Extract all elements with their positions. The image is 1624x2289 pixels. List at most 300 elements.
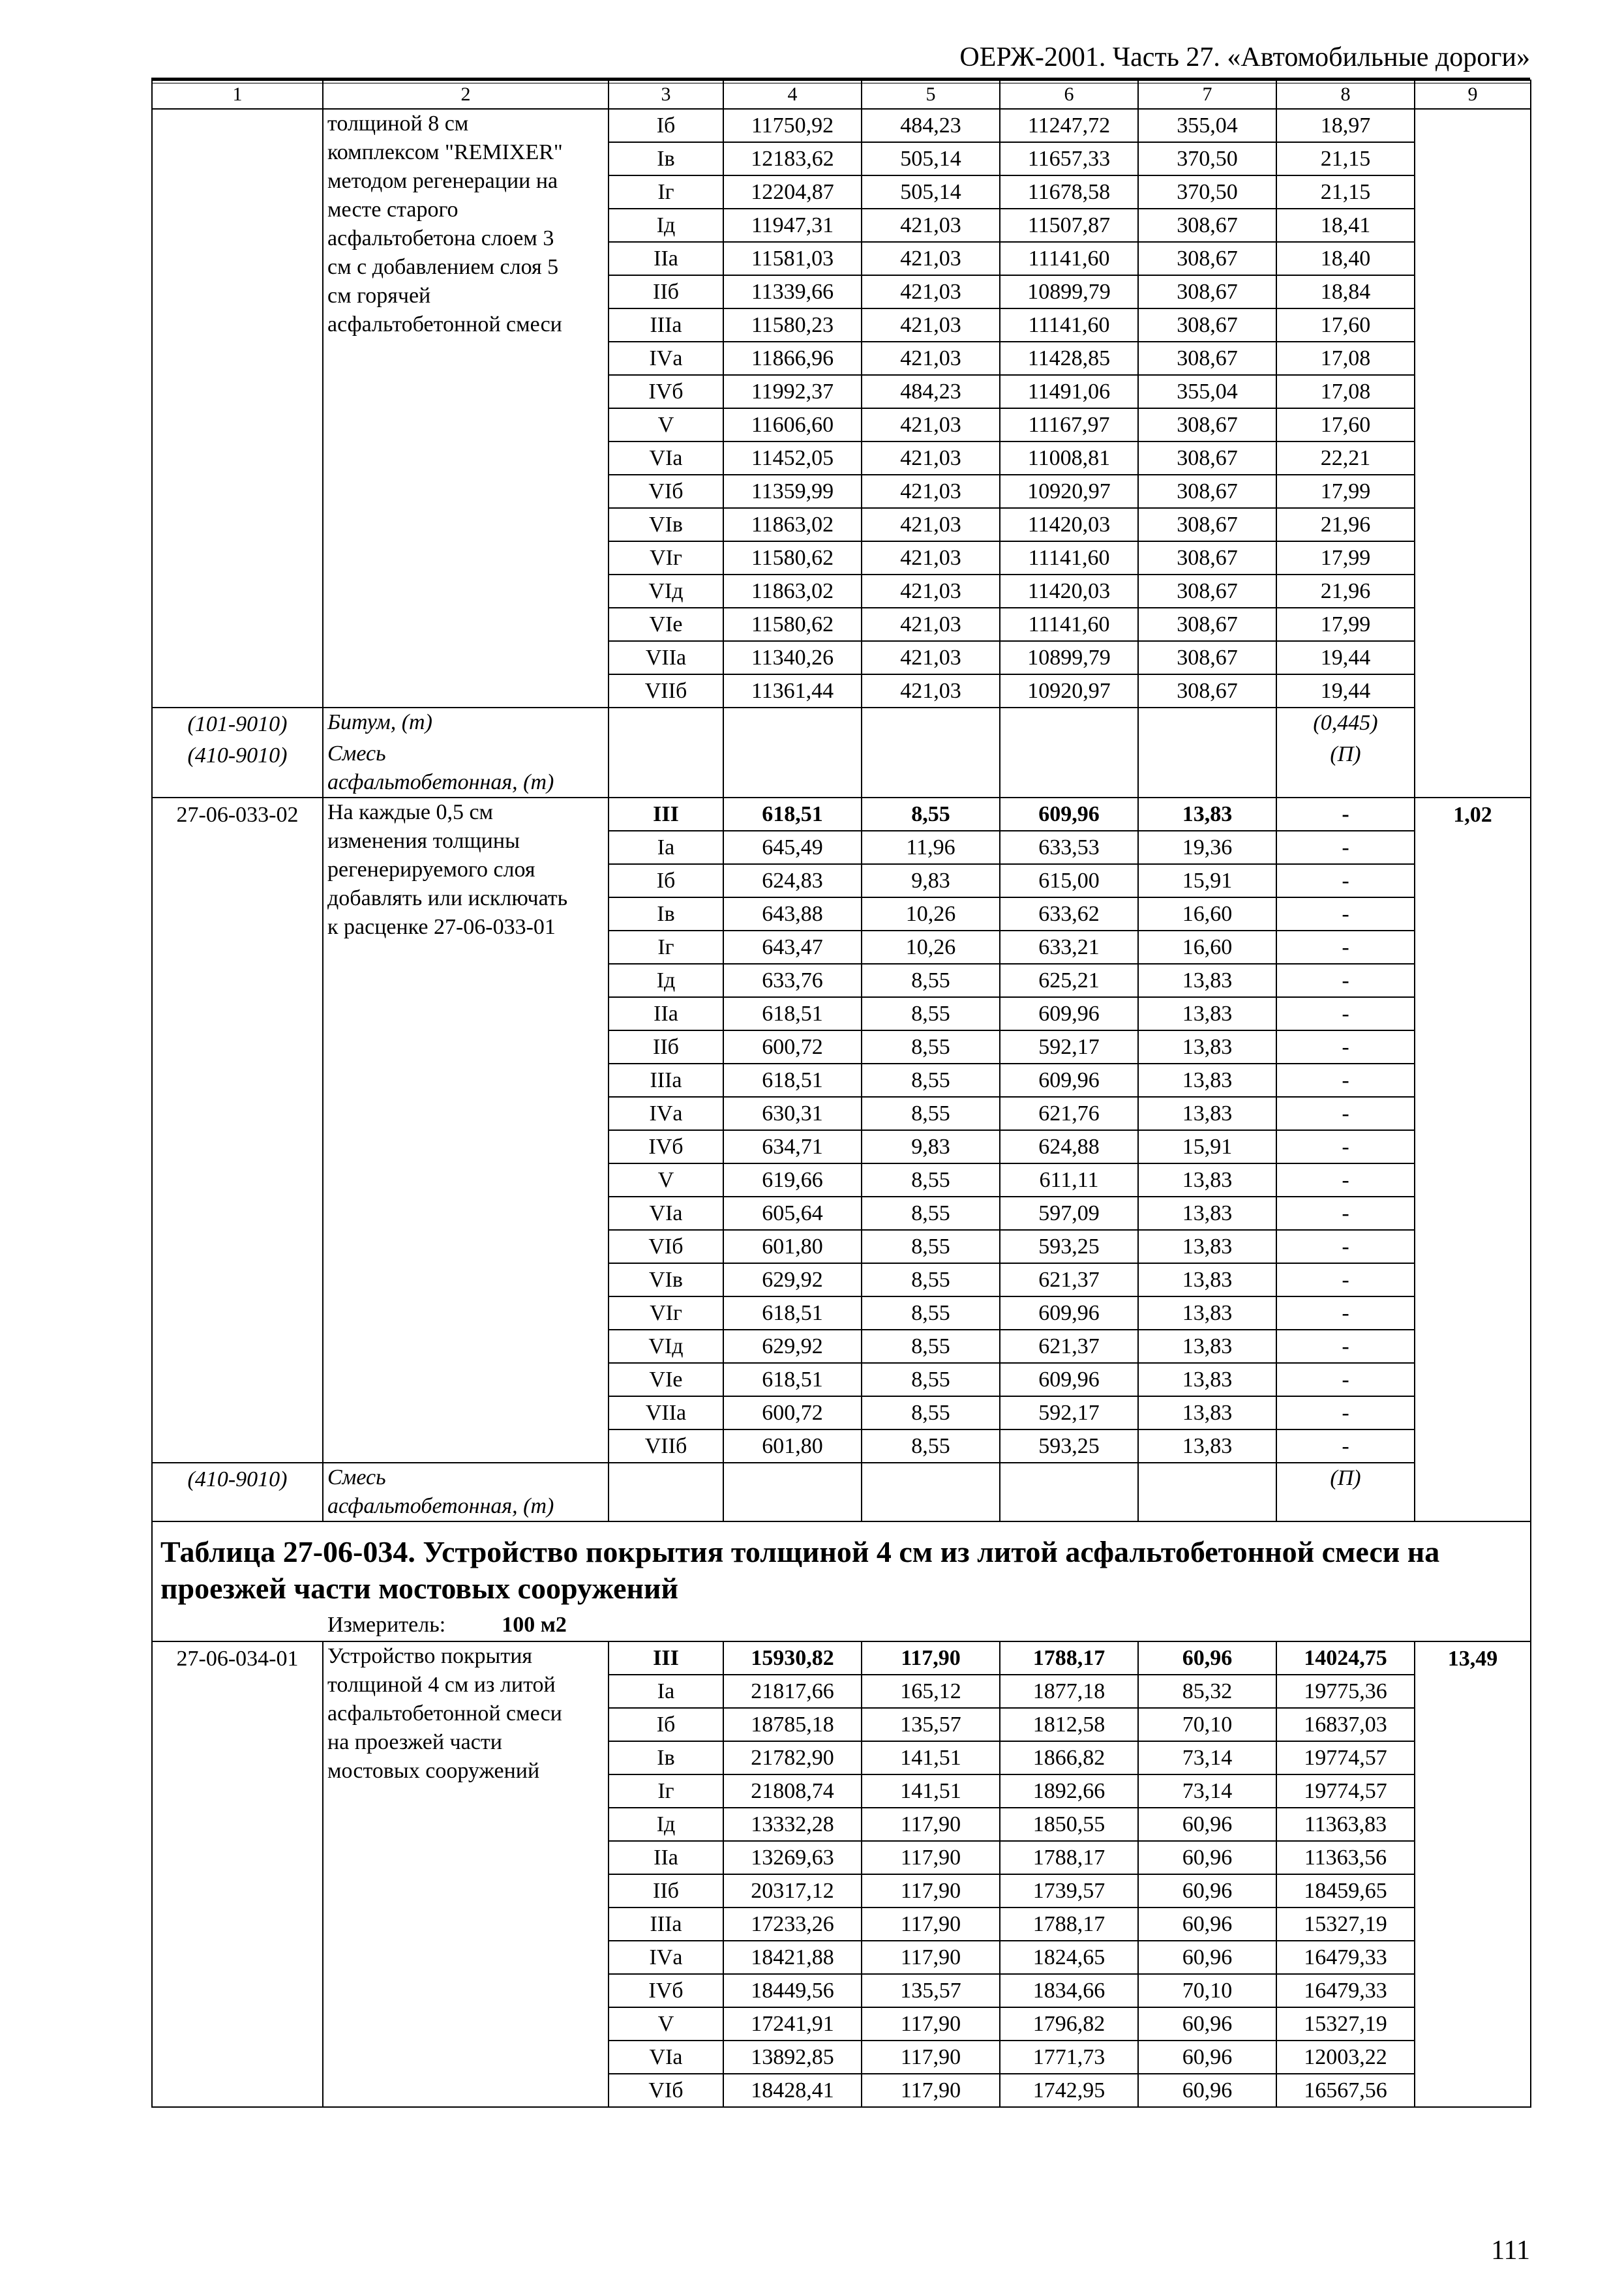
table-cell: 618,51 bbox=[723, 798, 862, 831]
table-cell: 421,03 bbox=[862, 641, 1000, 674]
table-cell: 10,26 bbox=[862, 897, 1000, 931]
table-cell: 70,10 bbox=[1138, 1708, 1276, 1741]
table-cell: VIа bbox=[609, 1197, 723, 1230]
rates-table bbox=[151, 80, 1531, 2108]
column-number: 4 bbox=[723, 80, 862, 109]
table-cell: 11420,03 bbox=[1000, 508, 1138, 541]
unit-label: Измеритель: bbox=[327, 1613, 446, 1637]
table-cell: 13269,63 bbox=[723, 1841, 862, 1874]
table-cell: VIIа bbox=[609, 641, 723, 674]
table-cell: 11580,23 bbox=[723, 308, 862, 342]
empty-cell bbox=[862, 708, 1000, 740]
table-cell: 11428,85 bbox=[1000, 342, 1138, 375]
table-cell: Iв bbox=[609, 142, 723, 175]
table-cell: 355,04 bbox=[1138, 375, 1276, 408]
table-cell: 13,83 bbox=[1138, 997, 1276, 1030]
table-cell: 60,96 bbox=[1138, 2041, 1276, 2074]
table-cell: 19,44 bbox=[1276, 641, 1415, 674]
table-cell: 11,96 bbox=[862, 831, 1000, 864]
table-cell: - bbox=[1276, 931, 1415, 964]
table-cell: 1824,65 bbox=[1000, 1941, 1138, 1974]
table-cell: 421,03 bbox=[862, 242, 1000, 275]
table-title-cell bbox=[152, 1521, 1531, 1641]
table-cell: 484,23 bbox=[862, 375, 1000, 408]
table-cell: 8,55 bbox=[862, 1030, 1000, 1064]
table-cell: 73,14 bbox=[1138, 1741, 1276, 1774]
column-number: 7 bbox=[1138, 80, 1276, 109]
table-cell: IIIа bbox=[609, 308, 723, 342]
table-cell: 8,55 bbox=[862, 1197, 1000, 1230]
table-cell: 18,40 bbox=[1276, 242, 1415, 275]
column-number: 5 bbox=[862, 80, 1000, 109]
table-cell: IIа bbox=[609, 997, 723, 1030]
table-cell: 17,99 bbox=[1276, 541, 1415, 575]
table-cell: 605,64 bbox=[723, 1197, 862, 1230]
table-cell: - bbox=[1276, 897, 1415, 931]
table-cell: 8,55 bbox=[862, 1163, 1000, 1197]
table-cell: 10920,97 bbox=[1000, 674, 1138, 708]
table-cell: 1742,95 bbox=[1000, 2074, 1138, 2107]
table-cell: 505,14 bbox=[862, 175, 1000, 209]
table-cell: 117,90 bbox=[862, 1808, 1000, 1841]
table-cell: III bbox=[609, 798, 723, 831]
rate-code bbox=[152, 109, 323, 708]
table-cell: 21817,66 bbox=[723, 1675, 862, 1708]
table-cell: Iб bbox=[609, 864, 723, 897]
table-cell: 601,80 bbox=[723, 1230, 862, 1263]
table-cell: 17,60 bbox=[1276, 408, 1415, 441]
table-cell: 308,67 bbox=[1138, 441, 1276, 475]
table-cell: Iг bbox=[609, 1774, 723, 1808]
table-cell: 621,37 bbox=[1000, 1330, 1138, 1363]
table-cell: - bbox=[1276, 1396, 1415, 1429]
table-cell: 8,55 bbox=[862, 1296, 1000, 1330]
empty-cell bbox=[609, 1463, 723, 1521]
table-cell: 355,04 bbox=[1138, 109, 1276, 142]
table-cell: - bbox=[1276, 1363, 1415, 1396]
resource-code: (410-9010) bbox=[152, 740, 323, 798]
table-cell: 618,51 bbox=[723, 1064, 862, 1097]
table-cell: 8,55 bbox=[862, 1396, 1000, 1429]
table-cell: 308,67 bbox=[1138, 408, 1276, 441]
table-cell: 421,03 bbox=[862, 608, 1000, 641]
table-cell: 11167,97 bbox=[1000, 408, 1138, 441]
column-number: 6 bbox=[1000, 80, 1138, 109]
table-row bbox=[152, 1641, 1531, 1675]
table-cell: 165,12 bbox=[862, 1675, 1000, 1708]
table-cell: 308,67 bbox=[1138, 242, 1276, 275]
table-row bbox=[152, 798, 1531, 831]
table-cell: 624,88 bbox=[1000, 1130, 1138, 1163]
table-cell: 18785,18 bbox=[723, 1708, 862, 1741]
empty-cell bbox=[1138, 1463, 1276, 1521]
table-cell: IVа bbox=[609, 342, 723, 375]
table-cell: 633,21 bbox=[1000, 931, 1138, 964]
table-cell: 13,83 bbox=[1138, 1429, 1276, 1463]
table-cell: 15930,82 bbox=[723, 1641, 862, 1675]
unit-value: 100 м2 bbox=[502, 1613, 567, 1637]
table-cell: 19,44 bbox=[1276, 674, 1415, 708]
table-cell: Iб bbox=[609, 1708, 723, 1741]
column-number: 8 bbox=[1276, 80, 1415, 109]
table-cell: 70,10 bbox=[1138, 1974, 1276, 2007]
resource-row bbox=[152, 740, 1531, 798]
resource-name: Смесь асфальтобетонная, (т) bbox=[323, 1463, 609, 1521]
table-title-row bbox=[152, 1521, 1531, 1641]
table-cell: 8,55 bbox=[862, 997, 1000, 1030]
table-cell: 630,31 bbox=[723, 1097, 862, 1130]
table-cell: 8,55 bbox=[862, 1263, 1000, 1296]
table-cell: - bbox=[1276, 831, 1415, 864]
table-cell: 1788,17 bbox=[1000, 1908, 1138, 1941]
table-cell: 11678,58 bbox=[1000, 175, 1138, 209]
table-cell: 13332,28 bbox=[723, 1808, 862, 1841]
table-cell: 17,99 bbox=[1276, 608, 1415, 641]
table-cell: 13,83 bbox=[1138, 964, 1276, 997]
table-cell: 1788,17 bbox=[1000, 1641, 1138, 1675]
table-cell: 12204,87 bbox=[723, 175, 862, 209]
table-cell: VIб bbox=[609, 2074, 723, 2107]
table-cell: Iа bbox=[609, 1675, 723, 1708]
table-cell: 308,67 bbox=[1138, 508, 1276, 541]
table-cell: VIб bbox=[609, 1230, 723, 1263]
table-cell: 421,03 bbox=[862, 508, 1000, 541]
table-cell: 11657,33 bbox=[1000, 142, 1138, 175]
table-cell: 20317,12 bbox=[723, 1874, 862, 1908]
table-cell: 21,96 bbox=[1276, 575, 1415, 608]
table-cell: 619,66 bbox=[723, 1163, 862, 1197]
table-cell: 8,55 bbox=[862, 1330, 1000, 1363]
resource-row bbox=[152, 1463, 1531, 1521]
table-cell: 13,83 bbox=[1138, 1363, 1276, 1396]
table-cell: 18,84 bbox=[1276, 275, 1415, 308]
table-cell: - bbox=[1276, 1296, 1415, 1330]
table-cell: 308,67 bbox=[1138, 308, 1276, 342]
table-cell: 593,25 bbox=[1000, 1230, 1138, 1263]
table-cell: - bbox=[1276, 1330, 1415, 1363]
table-cell: 60,96 bbox=[1138, 1808, 1276, 1841]
empty-cell bbox=[1138, 740, 1276, 798]
table-cell: 12183,62 bbox=[723, 142, 862, 175]
table-cell: 16,60 bbox=[1138, 897, 1276, 931]
table-cell: 308,67 bbox=[1138, 641, 1276, 674]
table-cell: 117,90 bbox=[862, 1941, 1000, 1974]
table-cell: 621,37 bbox=[1000, 1263, 1138, 1296]
table-cell: 11008,81 bbox=[1000, 441, 1138, 475]
table-cell: 21,15 bbox=[1276, 175, 1415, 209]
table-cell: VIд bbox=[609, 1330, 723, 1363]
rate-code: 27-06-034-01 bbox=[152, 1641, 323, 2107]
table-cell: VIа bbox=[609, 441, 723, 475]
table-cell: 60,96 bbox=[1138, 1874, 1276, 1908]
table-cell: 117,90 bbox=[862, 1841, 1000, 1874]
table-cell: 8,55 bbox=[862, 964, 1000, 997]
table-cell: 601,80 bbox=[723, 1429, 862, 1463]
table-cell: 609,96 bbox=[1000, 798, 1138, 831]
table-cell: Iв bbox=[609, 1741, 723, 1774]
table-cell: Iг bbox=[609, 175, 723, 209]
table-cell: 13,83 bbox=[1138, 1163, 1276, 1197]
table-cell: 60,96 bbox=[1138, 1941, 1276, 1974]
table-cell: 11247,72 bbox=[1000, 109, 1138, 142]
table-cell: 1866,82 bbox=[1000, 1741, 1138, 1774]
table-cell: 11947,31 bbox=[723, 209, 862, 242]
table-cell: V bbox=[609, 1163, 723, 1197]
table-cell: 117,90 bbox=[862, 2074, 1000, 2107]
table-cell: 611,11 bbox=[1000, 1163, 1138, 1197]
table-cell: 633,53 bbox=[1000, 831, 1138, 864]
table-cell: 633,76 bbox=[723, 964, 862, 997]
table-cell: 625,21 bbox=[1000, 964, 1138, 997]
table-cell: 60,96 bbox=[1138, 1841, 1276, 1874]
table-cell: VIIа bbox=[609, 1396, 723, 1429]
table-cell: 15327,19 bbox=[1276, 1908, 1415, 1941]
table-cell: 18449,56 bbox=[723, 1974, 862, 2007]
table-cell: IVб bbox=[609, 1130, 723, 1163]
header-title: ОЕРЖ-2001. Часть 27. «Автомобильные дороги» bbox=[959, 42, 1530, 72]
empty-cell bbox=[1000, 708, 1138, 740]
table-cell: 618,51 bbox=[723, 1296, 862, 1330]
table-cell: IIIа bbox=[609, 1908, 723, 1941]
table-cell: IIа bbox=[609, 1841, 723, 1874]
table-cell: 117,90 bbox=[862, 2007, 1000, 2041]
table-cell: 421,03 bbox=[862, 441, 1000, 475]
table-cell: VIIб bbox=[609, 674, 723, 708]
table-cell: III bbox=[609, 1641, 723, 1675]
column-number: 1 bbox=[152, 80, 323, 109]
table-cell: 308,67 bbox=[1138, 608, 1276, 641]
empty-cell bbox=[862, 1463, 1000, 1521]
table-cell: 11491,06 bbox=[1000, 375, 1138, 408]
table-cell: 21808,74 bbox=[723, 1774, 862, 1808]
table-cell: IIа bbox=[609, 242, 723, 275]
empty-cell bbox=[609, 740, 723, 798]
table-cell: 11750,92 bbox=[723, 109, 862, 142]
table-cell: 8,55 bbox=[862, 1097, 1000, 1130]
table-cell: - bbox=[1276, 997, 1415, 1030]
table-cell: 308,67 bbox=[1138, 342, 1276, 375]
table-cell: VIа bbox=[609, 2041, 723, 2074]
table-cell: 117,90 bbox=[862, 1641, 1000, 1675]
table-cell: 11452,05 bbox=[723, 441, 862, 475]
column-number: 2 bbox=[323, 80, 609, 109]
table-cell: VIд bbox=[609, 575, 723, 608]
table-cell: 17,99 bbox=[1276, 475, 1415, 508]
table-cell: 421,03 bbox=[862, 674, 1000, 708]
table-cell: 17,08 bbox=[1276, 342, 1415, 375]
table-cell: 18459,65 bbox=[1276, 1874, 1415, 1908]
table-cell: 421,03 bbox=[862, 209, 1000, 242]
table-cell: 633,62 bbox=[1000, 897, 1138, 931]
table-cell: 11339,66 bbox=[723, 275, 862, 308]
table-cell: 21,96 bbox=[1276, 508, 1415, 541]
table-cell: 421,03 bbox=[862, 342, 1000, 375]
table-cell: 643,88 bbox=[723, 897, 862, 931]
table-cell: 308,67 bbox=[1138, 275, 1276, 308]
table-cell: 609,96 bbox=[1000, 1363, 1138, 1396]
empty-cell bbox=[723, 708, 862, 740]
table-cell: 13,83 bbox=[1138, 1396, 1276, 1429]
resource-value: (П) bbox=[1276, 740, 1415, 798]
table-cell: VIе bbox=[609, 1363, 723, 1396]
table-cell: 141,51 bbox=[862, 1741, 1000, 1774]
table-cell: 11340,26 bbox=[723, 641, 862, 674]
resource-name: Битум, (т) bbox=[323, 708, 609, 740]
table-cell: 11507,87 bbox=[1000, 209, 1138, 242]
table-cell: 11361,44 bbox=[723, 674, 862, 708]
table-cell: 370,50 bbox=[1138, 142, 1276, 175]
table-cell: 645,49 bbox=[723, 831, 862, 864]
table-cell: - bbox=[1276, 1429, 1415, 1463]
table-cell: - bbox=[1276, 1030, 1415, 1064]
table-cell: 13,83 bbox=[1138, 1097, 1276, 1130]
column-number: 3 bbox=[609, 80, 723, 109]
table-cell: 11141,60 bbox=[1000, 308, 1138, 342]
table-cell: 19775,36 bbox=[1276, 1675, 1415, 1708]
table-cell: 618,51 bbox=[723, 997, 862, 1030]
table-cell: 15,91 bbox=[1138, 1130, 1276, 1163]
table-cell: 8,55 bbox=[862, 1363, 1000, 1396]
table-cell: - bbox=[1276, 1163, 1415, 1197]
table-cell: 12003,22 bbox=[1276, 2041, 1415, 2074]
table-cell: V bbox=[609, 408, 723, 441]
table-cell: 1788,17 bbox=[1000, 1841, 1138, 1874]
table-cell: 621,76 bbox=[1000, 1097, 1138, 1130]
rate-description: Устройство покрытия толщиной 4 см из литой асфальтобетонной смеси на проезжей части мостовых сооружений bbox=[323, 1641, 609, 2107]
table-cell: 13892,85 bbox=[723, 2041, 862, 2074]
table-cell: 421,03 bbox=[862, 408, 1000, 441]
table-cell: - bbox=[1276, 1197, 1415, 1230]
column-number-row bbox=[152, 80, 1531, 109]
table-cell: 60,96 bbox=[1138, 2074, 1276, 2107]
table-cell: VIIб bbox=[609, 1429, 723, 1463]
table-cell: VIв bbox=[609, 1263, 723, 1296]
table-cell: 11863,02 bbox=[723, 508, 862, 541]
table-cell: Iб bbox=[609, 109, 723, 142]
table-cell: 1834,66 bbox=[1000, 1974, 1138, 2007]
table-cell: 11580,62 bbox=[723, 608, 862, 641]
table-cell: 11420,03 bbox=[1000, 575, 1138, 608]
table-title: Таблица 27-06-034. Устройство покрытия толщиной 4 см из литой асфальтобетонной смеси на проезжей части мостовых сооружений bbox=[160, 1535, 1440, 1605]
table-cell: V bbox=[609, 2007, 723, 2041]
table-cell: 9,83 bbox=[862, 864, 1000, 897]
table-cell: - bbox=[1276, 1263, 1415, 1296]
table-cell: 85,32 bbox=[1138, 1675, 1276, 1708]
page-number: 111 bbox=[1491, 2236, 1530, 2266]
table-cell: 117,90 bbox=[862, 1874, 1000, 1908]
resource-code: (410-9010) bbox=[152, 1463, 323, 1521]
table-cell: 11363,56 bbox=[1276, 1841, 1415, 1874]
table-cell: 10899,79 bbox=[1000, 275, 1138, 308]
table-cell: 19774,57 bbox=[1276, 1774, 1415, 1808]
table-cell: IVа bbox=[609, 1941, 723, 1974]
table-cell: 615,00 bbox=[1000, 864, 1138, 897]
table-cell: 10,26 bbox=[862, 931, 1000, 964]
table-cell: - bbox=[1276, 964, 1415, 997]
table-cell: 135,57 bbox=[862, 1708, 1000, 1741]
rate-code: 27-06-033-02 bbox=[152, 798, 323, 1463]
table-cell: 11359,99 bbox=[723, 475, 862, 508]
table-cell: 600,72 bbox=[723, 1396, 862, 1429]
table-cell: 135,57 bbox=[862, 1974, 1000, 2007]
coefficient-cell: 1,02 bbox=[1415, 798, 1531, 1521]
table-cell: 11581,03 bbox=[723, 242, 862, 275]
table-cell: 308,67 bbox=[1138, 674, 1276, 708]
table-cell: 609,96 bbox=[1000, 1064, 1138, 1097]
table-cell: 421,03 bbox=[862, 275, 1000, 308]
table-cell: 8,55 bbox=[862, 1429, 1000, 1463]
table-cell: 15327,19 bbox=[1276, 2007, 1415, 2041]
table-cell: 16837,03 bbox=[1276, 1708, 1415, 1741]
table-cell: 505,14 bbox=[862, 142, 1000, 175]
table-cell: 13,83 bbox=[1138, 1064, 1276, 1097]
table-cell: 421,03 bbox=[862, 541, 1000, 575]
table-cell: VIе bbox=[609, 608, 723, 641]
table-cell: 10920,97 bbox=[1000, 475, 1138, 508]
empty-cell bbox=[1000, 1463, 1138, 1521]
rate-description: толщиной 8 см комплексом "REMIXER" методом регенерации на месте старого асфальтобетона слоем 3 см с добавлением слоя 5 см горячей асфальтобетонной смеси bbox=[323, 109, 609, 708]
table-cell: 618,51 bbox=[723, 1363, 862, 1396]
table-cell: 13,83 bbox=[1138, 1230, 1276, 1263]
table-cell: Iа bbox=[609, 831, 723, 864]
table-cell: 629,92 bbox=[723, 1263, 862, 1296]
table-cell: 11863,02 bbox=[723, 575, 862, 608]
table-cell: IVа bbox=[609, 1097, 723, 1130]
table-cell: Iд bbox=[609, 209, 723, 242]
resource-code: (101-9010) bbox=[152, 708, 323, 740]
table-cell: 609,96 bbox=[1000, 997, 1138, 1030]
resource-value: (П) bbox=[1276, 1463, 1415, 1521]
table-cell: 11141,60 bbox=[1000, 608, 1138, 641]
resource-value: (0,445) bbox=[1276, 708, 1415, 740]
table-cell: 21,15 bbox=[1276, 142, 1415, 175]
table-cell: VIв bbox=[609, 508, 723, 541]
table-cell: 600,72 bbox=[723, 1030, 862, 1064]
table-cell: IVб bbox=[609, 1974, 723, 2007]
table-cell: 592,17 bbox=[1000, 1396, 1138, 1429]
table-cell: 370,50 bbox=[1138, 175, 1276, 209]
table-cell: 16479,33 bbox=[1276, 1941, 1415, 1974]
table-cell: VIб bbox=[609, 475, 723, 508]
rate-description: На каждые 0,5 см изменения толщины регенерируемого слоя добавлять или исключать к расценке 27-06-033-01 bbox=[323, 798, 609, 1463]
table-cell: 308,67 bbox=[1138, 575, 1276, 608]
table-cell: Iд bbox=[609, 964, 723, 997]
empty-cell bbox=[723, 1463, 862, 1521]
table-cell: 117,90 bbox=[862, 2041, 1000, 2074]
table-cell: 11580,62 bbox=[723, 541, 862, 575]
table-cell: - bbox=[1276, 798, 1415, 831]
table-cell: 1739,57 bbox=[1000, 1874, 1138, 1908]
table-cell: IIб bbox=[609, 1030, 723, 1064]
table-cell: - bbox=[1276, 1064, 1415, 1097]
table-cell: 16567,56 bbox=[1276, 2074, 1415, 2107]
empty-cell bbox=[723, 740, 862, 798]
table-cell: 308,67 bbox=[1138, 209, 1276, 242]
page-header bbox=[151, 39, 1530, 76]
table-cell: 73,14 bbox=[1138, 1774, 1276, 1808]
table-cell: 21782,90 bbox=[723, 1741, 862, 1774]
table-cell: 1850,55 bbox=[1000, 1808, 1138, 1841]
column-number: 9 bbox=[1415, 80, 1531, 109]
table-cell: 18421,88 bbox=[723, 1941, 862, 1974]
table-cell: 18,97 bbox=[1276, 109, 1415, 142]
table-cell: 1892,66 bbox=[1000, 1774, 1138, 1808]
table-cell: 308,67 bbox=[1138, 541, 1276, 575]
table-cell: Iд bbox=[609, 1808, 723, 1841]
table-row bbox=[152, 109, 1531, 142]
table-cell: 597,09 bbox=[1000, 1197, 1138, 1230]
table-cell: IVб bbox=[609, 375, 723, 408]
